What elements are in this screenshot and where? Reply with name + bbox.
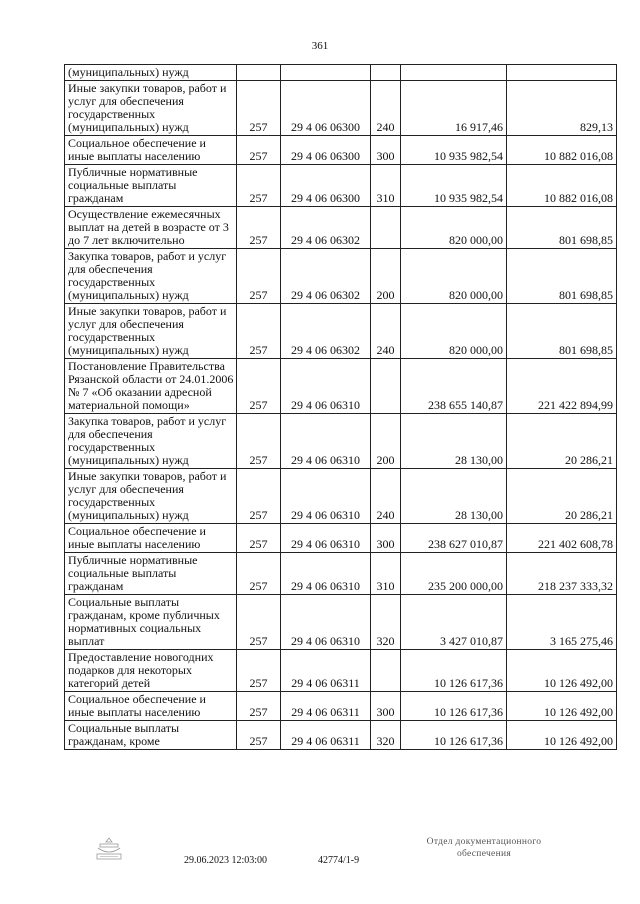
row-name-cell: Осуществление ежемесячных выплат на детей в возрасте от 3 до 7 лет включительно [65,207,237,249]
row-executed-amount-cell: 20 286,21 [507,469,617,524]
table-row [65,414,617,469]
row-executed-amount-cell: 218 237 333,32 [507,553,617,595]
row-name-cell: Социальное обеспечение и иные выплаты населению [65,136,237,165]
row-admin-code-cell: 257 [237,524,281,553]
row-target-code-cell: 29 4 06 06300 [281,165,371,207]
stamp-line-1: Отдел документационного [426,837,542,847]
row-planned-amount-cell: 10 935 982,54 [401,136,507,165]
row-planned-amount-cell: 10 935 982,54 [401,165,507,207]
row-name-cell: Иные закупки товаров, работ и услуг для обеспечения государственных (муниципальных) нужд [65,81,237,136]
row-target-code-cell: 29 4 06 06311 [281,721,371,750]
row-expense-type-cell: 310 [371,165,401,207]
footer-datetime: 29.06.2023 12:03:00 [184,855,268,866]
table-row [65,595,617,650]
row-target-code-cell: 29 4 06 06302 [281,304,371,359]
table-row [65,65,617,81]
row-executed-amount-cell: 801 698,85 [507,249,617,304]
row-admin-code-cell: 257 [237,304,281,359]
page-number: 361 [311,40,329,52]
row-planned-amount-cell: 235 200 000,00 [401,553,507,595]
row-executed-amount-cell: 10 126 492,00 [507,692,617,721]
row-expense-type-cell [371,207,401,249]
row-planned-amount-cell: 820 000,00 [401,249,507,304]
row-planned-amount-cell: 10 126 617,36 [401,650,507,692]
row-target-code-cell: 29 4 06 06302 [281,249,371,304]
row-name-cell: Социальные выплаты гражданам, кроме [65,721,237,750]
row-admin-code-cell: 257 [237,469,281,524]
row-expense-type-cell: 240 [371,81,401,136]
row-target-code-cell: 29 4 06 06310 [281,414,371,469]
table-row [65,304,617,359]
row-name-cell: Публичные нормативные социальные выплаты гражданам [65,165,237,207]
row-admin-code-cell: 257 [237,165,281,207]
row-planned-amount-cell: 238 655 140,87 [401,359,507,414]
row-expense-type-cell [371,650,401,692]
row-executed-amount-cell: 10 882 016,08 [507,136,617,165]
row-executed-amount-cell: 221 422 894,99 [507,359,617,414]
row-name-cell: Иные закупки товаров, работ и услуг для обеспечения государственных (муниципальных) нужд [65,469,237,524]
row-executed-amount-cell: 3 165 275,46 [507,595,617,650]
row-target-code-cell [281,65,371,81]
row-admin-code-cell: 257 [237,81,281,136]
row-expense-type-cell: 200 [371,414,401,469]
row-name-cell: Публичные нормативные социальные выплаты гражданам [65,553,237,595]
stamp-line-2: обеспечения [456,849,512,859]
row-expense-type-cell: 200 [371,249,401,304]
table-row [65,207,617,249]
table-row [65,524,617,553]
row-expense-type-cell: 300 [371,524,401,553]
table-row [65,469,617,524]
row-admin-code-cell: 257 [237,136,281,165]
row-planned-amount-cell: 3 427 010,87 [401,595,507,650]
row-name-cell: Постановление Правительства Рязанской области от 24.01.2006 № 7 «Об оказании адресной материальной помощи» [65,359,237,414]
row-planned-amount-cell: 28 130,00 [401,414,507,469]
row-planned-amount-cell: 238 627 010,87 [401,524,507,553]
row-admin-code-cell [237,65,281,81]
row-expense-type-cell: 310 [371,553,401,595]
row-target-code-cell: 29 4 06 06300 [281,136,371,165]
department-stamp [404,836,564,860]
row-planned-amount-cell: 820 000,00 [401,207,507,249]
row-expense-type-cell: 300 [371,692,401,721]
table-row [65,81,617,136]
row-admin-code-cell: 257 [237,692,281,721]
row-admin-code-cell: 257 [237,414,281,469]
row-expense-type-cell: 240 [371,304,401,359]
table-row [65,553,617,595]
row-executed-amount-cell: 221 402 608,78 [507,524,617,553]
row-executed-amount-cell: 829,13 [507,81,617,136]
row-executed-amount-cell: 10 126 492,00 [507,650,617,692]
row-target-code-cell: 29 4 06 06302 [281,207,371,249]
row-admin-code-cell: 257 [237,553,281,595]
row-name-cell: Социальные выплаты гражданам, кроме публичных нормативных социальных выплат [65,595,237,650]
row-name-cell: Социальное обеспечение и иные выплаты населению [65,692,237,721]
row-expense-type-cell: 300 [371,136,401,165]
row-executed-amount-cell: 801 698,85 [507,207,617,249]
row-planned-amount-cell [401,65,507,81]
row-target-code-cell: 29 4 06 06310 [281,524,371,553]
row-name-cell: Закупка товаров, работ и услуг для обеспечения государственных (муниципальных) нужд [65,249,237,304]
row-target-code-cell: 29 4 06 06310 [281,595,371,650]
row-expense-type-cell: 240 [371,469,401,524]
table-row [65,136,617,165]
row-target-code-cell: 29 4 06 06311 [281,692,371,721]
row-admin-code-cell: 257 [237,207,281,249]
row-target-code-cell: 29 4 06 06310 [281,359,371,414]
row-admin-code-cell: 257 [237,650,281,692]
row-name-cell: Социальное обеспечение и иные выплаты населению [65,524,237,553]
row-executed-amount-cell: 20 286,21 [507,414,617,469]
table-row [65,650,617,692]
row-name-cell: Предоставление новогодних подарков для некоторых категорий детей [65,650,237,692]
row-name-cell: (муниципальных) нужд [65,65,237,81]
row-expense-type-cell [371,65,401,81]
row-expense-type-cell: 320 [371,721,401,750]
row-admin-code-cell: 257 [237,595,281,650]
row-target-code-cell: 29 4 06 06300 [281,81,371,136]
row-admin-code-cell: 257 [237,721,281,750]
row-planned-amount-cell: 28 130,00 [401,469,507,524]
row-executed-amount-cell: 10 882 016,08 [507,165,617,207]
row-name-cell: Закупка товаров, работ и услуг для обеспечения государственных (муниципальных) нужд [65,414,237,469]
table-row [65,249,617,304]
row-target-code-cell: 29 4 06 06311 [281,650,371,692]
budget-table [64,64,617,750]
row-admin-code-cell: 257 [237,249,281,304]
table-row [65,359,617,414]
table-row [65,692,617,721]
row-planned-amount-cell: 820 000,00 [401,304,507,359]
row-planned-amount-cell: 16 917,46 [401,81,507,136]
table-body [65,65,617,750]
emblem-logo [94,836,124,862]
row-executed-amount-cell [507,65,617,81]
row-planned-amount-cell: 10 126 617,36 [401,721,507,750]
row-expense-type-cell [371,359,401,414]
footer-registration-number: 42774/1-9 [318,855,360,866]
row-admin-code-cell: 257 [237,359,281,414]
row-expense-type-cell: 320 [371,595,401,650]
table-row [65,165,617,207]
row-target-code-cell: 29 4 06 06310 [281,469,371,524]
row-target-code-cell: 29 4 06 06310 [281,553,371,595]
table-row [65,721,617,750]
row-executed-amount-cell: 801 698,85 [507,304,617,359]
row-planned-amount-cell: 10 126 617,36 [401,692,507,721]
row-name-cell: Иные закупки товаров, работ и услуг для обеспечения государственных (муниципальных) нужд [65,304,237,359]
row-executed-amount-cell: 10 126 492,00 [507,721,617,750]
